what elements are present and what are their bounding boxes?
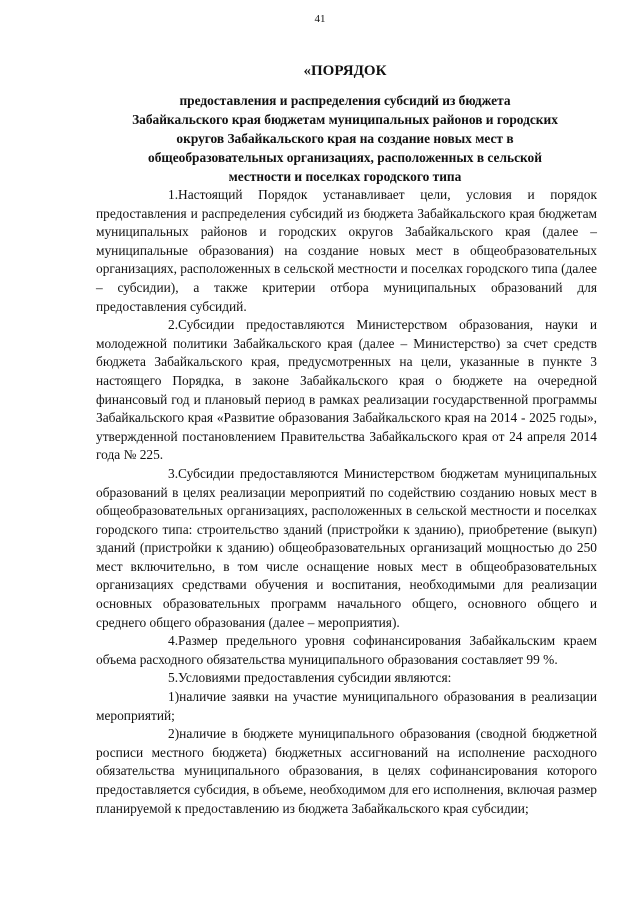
subtitle-line: округов Забайкальского края на создание новых мест в: [176, 131, 514, 146]
subparagraph-text: наличие в бюджете муниципального образования (сводной бюджетной росписи местного бюджета) бюджетных ассигнований на исполнение расходного обязательства муниципального образования, в целях софинансирования которого предоставляется субсидия, в объеме, необходимом для его исполнения, включая размер планируемой к предоставлению из бюджета Забайкальского края субсидии;: [96, 726, 597, 816]
paragraph-text: Условиями предоставления субсидии являются:: [178, 670, 452, 686]
paragraph-number: 3.: [168, 465, 179, 481]
subtitle-line: Забайкальского края бюджетам муниципальных районов и городских: [132, 112, 558, 127]
subtitle-line: предоставления и распределения субсидий из бюджета: [179, 93, 511, 108]
paragraph-text: Субсидии предоставляются Министерством бюджетам муниципальных образований в целях реализации мероприятий по содействию созданию новых мест в общеобразовательных организациях, расположенных в сельской местности и поселках городского типа: строительство зданий (пристройки к зданию), приобретение (выкуп) зданий (пристройки к зданию) общеобразовательных организаций мощностью до 250 мест включительно, в том числе оснащение новых мест в общеобразовательных организациях средствами обучения и воспитания, необходимыми для реализации основных образовательных программ начального общего, основного общего и среднего общего образования (далее – мероприятия).: [96, 465, 597, 630]
paragraph-2: [96, 316, 597, 465]
paragraph-text: Настоящий Порядок устанавливает цели, условия и порядок предоставления и распределения субсидий из бюджета Забайкальского края бюджетам муниципальных районов и городских округов Забайкальского края (далее – муниципальные образования) на создание новых мест в общеобразовательных организациях, расположенных в сельской местности и поселках городского типа (далее – субсидии), а также критерии отбора муниципальных образований для предоставления субсидий.: [96, 187, 597, 314]
paragraph-number: 5.: [168, 670, 179, 686]
subparagraph-number: 1): [168, 689, 180, 705]
paragraph-number: 1.: [168, 187, 179, 202]
subparagraph-text: наличие заявки на участие муниципального образования в реализации мероприятий;: [96, 689, 597, 723]
paragraph-number: 2.: [168, 317, 179, 333]
document-body: [96, 186, 597, 818]
page-number: 41: [314, 13, 326, 25]
subtitle-line: общеобразовательных организациях, расположенных в сельской: [148, 150, 542, 165]
subparagraph-1: [96, 688, 597, 725]
paragraph-text: Субсидии предоставляются Министерством образования, науки и молодежной политики Забайкальского края (далее – Министерство) за счет средств бюджета Забайкальского края, предусмотренных на цели, указанные в пункте 3 настоящего Порядка, в законе Забайкальского края о бюджете на очередной финансовый год и плановый период в рамках реализации государственной программы Забайкальского края «Развитие образования Забайкальского края на 2014 - 2025 годы», утвержденной постановлением Правительства Забайкальского края от 24 апреля 2014 года № 225.: [96, 317, 597, 463]
paragraph-1: [96, 186, 597, 316]
paragraph-5: [96, 669, 597, 688]
document-title: «ПОРЯДОК: [303, 63, 387, 79]
paragraph-4: [96, 632, 597, 669]
subtitle-line: местности и поселках городского типа: [228, 169, 462, 184]
subparagraph-2: [96, 725, 597, 818]
subparagraph-number: 2): [168, 726, 180, 742]
document-title-block: [95, 62, 595, 186]
paragraph-text: Размер предельного уровня софинансирования Забайкальским краем объема расходного обязательства муниципального образования составляет 99 %.: [96, 633, 597, 667]
paragraph-number: 4.: [168, 633, 179, 649]
paragraph-3: [96, 465, 597, 632]
